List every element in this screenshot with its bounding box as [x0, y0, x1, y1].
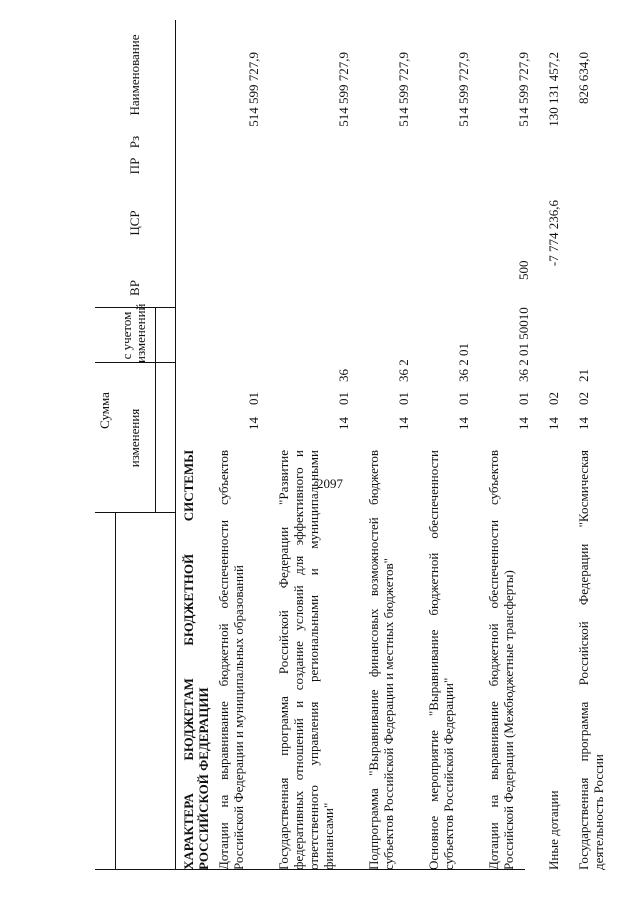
table-header-rule — [175, 20, 176, 870]
row-rz: 14 — [456, 417, 471, 430]
row-rz: 14 — [516, 417, 531, 430]
row-name: Государственная программа Российской Федерации "Развитие федеративных отношений и создание условий для эффективного и ответственного управления региональными и муниципальными финансами" — [276, 450, 336, 870]
row-pr: 01 — [516, 392, 531, 405]
row-name: Иные дотации — [546, 790, 561, 870]
row-change: -7 774 236,6 — [546, 200, 561, 267]
row-total: 826 634,0 — [576, 52, 591, 104]
row-pr: 01 — [456, 392, 471, 405]
page-number: 2097 — [317, 476, 343, 491]
table-header-rule — [115, 513, 116, 870]
row-rz: 14 — [246, 417, 261, 430]
row-total: 514 599 727,9 — [246, 52, 261, 127]
budget-table — [95, 20, 606, 870]
row-total: 514 599 727,9 — [516, 52, 531, 127]
row-total: 514 599 727,9 — [456, 52, 471, 127]
row-name: Государственная программа Российской Федерации "Космическая деятельность России — [576, 450, 606, 870]
header-vr: ВР — [127, 280, 142, 296]
row-csr: 36 — [336, 369, 351, 382]
row-name: Дотации на выравнивание бюджетной обеспеченности субъектов Российской Федерации и муниципальных образований — [216, 450, 246, 870]
row-pr: 01 — [336, 392, 351, 405]
header-rz: Рз — [127, 135, 142, 149]
header-with-changes: с учетом изменений — [119, 303, 148, 363]
row-csr: 21 — [576, 369, 591, 382]
row-total: 514 599 727,9 — [336, 52, 351, 127]
row-vr: 500 — [516, 260, 531, 280]
header-name: Наименование — [127, 34, 142, 116]
row-name: ХАРАКТЕРА БЮДЖЕТАМ БЮДЖЕТНОЙ СИСТЕМЫ РОССИЙСКОЙ ФЕДЕРАЦИИ — [181, 450, 211, 870]
row-csr: 36 2 01 — [456, 343, 471, 382]
header-csr: ЦСР — [127, 210, 142, 236]
row-pr: 02 — [576, 392, 591, 405]
row-name: Подпрограмма "Выравнивание финансовых возможностей бюджетов субъектов Российской Федерации и местных бюджетов" — [366, 450, 396, 870]
row-pr: 01 — [246, 392, 261, 405]
row-pr: 01 — [396, 392, 411, 405]
table-header-rule — [155, 308, 156, 513]
row-rz: 14 — [546, 417, 561, 430]
row-rz: 14 — [336, 417, 351, 430]
header-sum: Сумма — [97, 392, 112, 429]
row-pr: 02 — [546, 392, 561, 405]
row-name: Дотации на выравнивание бюджетной обеспеченности субъектов Российской Федерации (Межбюджетные трансферты) — [486, 450, 516, 870]
header-pr: ПР — [127, 157, 142, 175]
header-changes: изменения — [127, 408, 142, 468]
row-csr: 36 2 01 50010 — [516, 307, 531, 382]
row-total: 130 131 457,2 — [546, 52, 561, 127]
row-rz: 14 — [576, 417, 591, 430]
row-total: 514 599 727,9 — [396, 52, 411, 127]
row-csr: 36 2 — [396, 359, 411, 382]
row-rz: 14 — [396, 417, 411, 430]
row-name: Основное мероприятие "Выравнивание бюджетной обеспеченности субъектов Российской Федерации" — [426, 450, 456, 870]
